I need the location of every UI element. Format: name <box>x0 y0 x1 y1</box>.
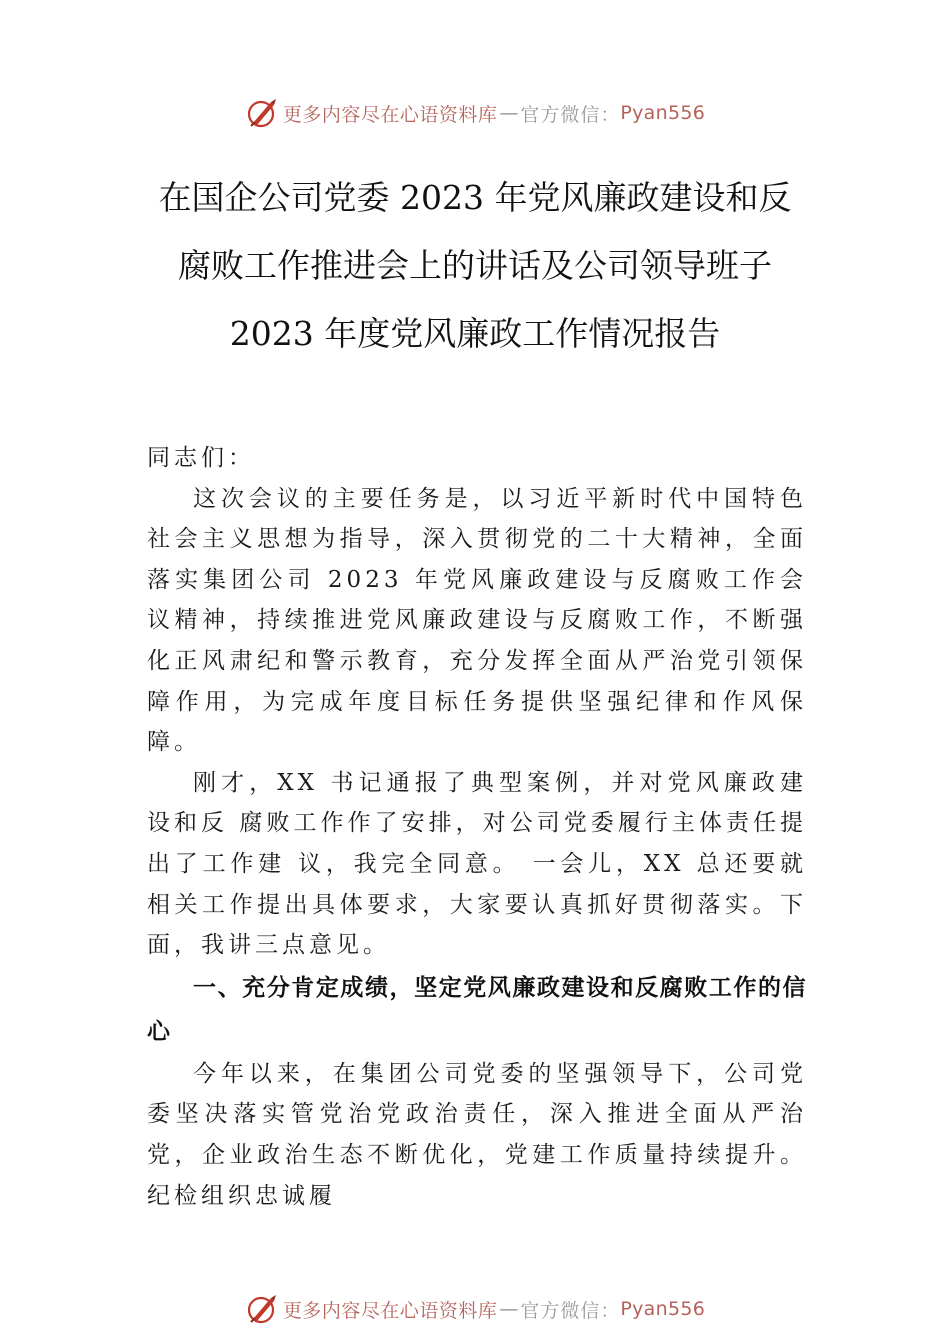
document-title <box>140 164 810 368</box>
title-line: 腐败工作推进会上的讲话及公司领导班子 <box>178 246 772 285</box>
paragraph: 刚才，XX 书记通报了典型案例，并对党风廉政建设和反 腐败工作作了安排，对公司党委履行主体责任提出了工作建 议，我完全同意。 一会儿，XX 总还要就相关工作提出具体要求，大家要认真抓好贯彻落实。下面，我讲三点意见。 <box>147 769 807 959</box>
title-line: 在国企公司党委 2023 年党风廉政建设和反 <box>158 178 792 217</box>
watermark-contact-id: Pyan556 <box>620 102 706 124</box>
watermark-text: 更多内容尽在心语资料库 <box>282 103 498 126</box>
watermark-text: 更多内容尽在心语资料库 <box>282 1299 498 1322</box>
watermark-contact-label: 官方微信： <box>520 103 621 126</box>
watermark-separator: — <box>499 1298 519 1320</box>
header-watermark <box>0 96 950 130</box>
section-heading: 一、充分肯定成绩，坚定党风廉政建设和反腐败工作的信心 <box>147 974 807 1045</box>
watermark-separator: — <box>499 102 519 124</box>
paragraph: 这次会议的主要任务是，以习近平新时代中国特色社会主义思想为指导，深入贯彻党的二十大精神，全面落实集团公司 2023 年党风廉政建设与反腐败工作会议精神，持续推进党风廉政建设与反腐败工作，不断强化正风肃纪和警示教育，充分发挥全面从严治党引领保障作用，为完成年度目标任务提供坚强纪律和作风保障。 <box>147 485 807 756</box>
feather-pen-icon <box>245 1292 279 1326</box>
footer-watermark <box>0 1292 950 1326</box>
feather-pen-icon <box>245 96 279 130</box>
salutation: 同志们： <box>147 445 255 471</box>
watermark-contact-label: 官方微信： <box>520 1299 621 1322</box>
paragraph: 今年以来，在集团公司党委的坚强领导下，公司党委坚决落实管党治党政治责任，深入推进全面从严治党，企业政治生态不断优化，党建工作质量持续提升。纪检组织忠诚履 <box>147 1060 807 1209</box>
title-line: 2023 年度党风廉政工作情况报告 <box>229 314 721 353</box>
watermark-contact-id: Pyan556 <box>620 1298 706 1320</box>
document-body <box>147 438 807 1216</box>
